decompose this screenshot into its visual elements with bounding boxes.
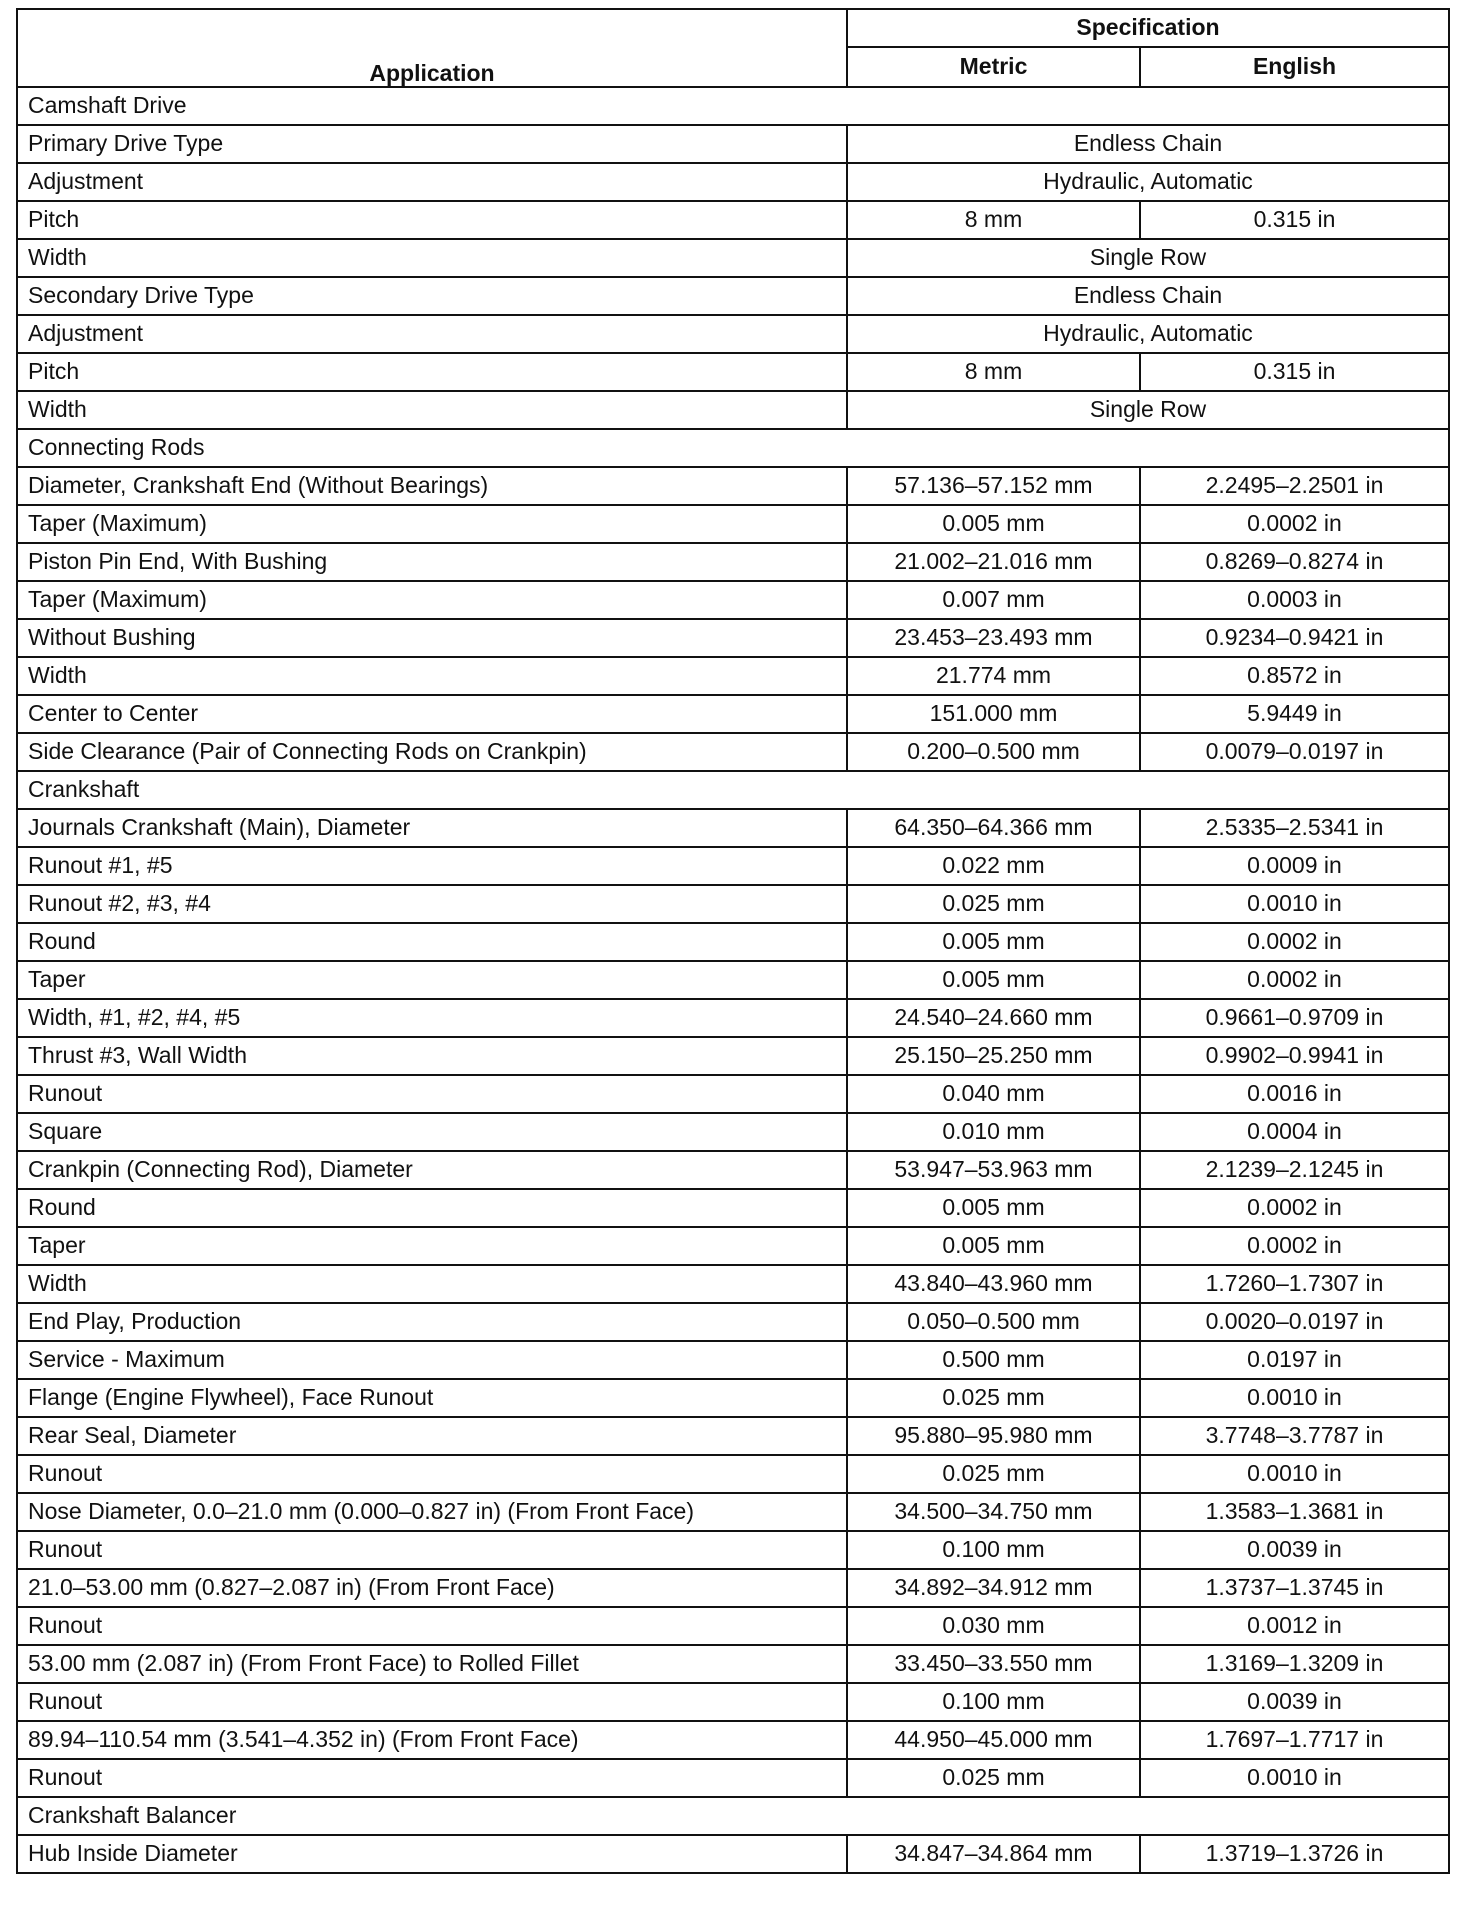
application-cell: Width [17, 1265, 847, 1303]
english-cell: 0.0197 in [1140, 1341, 1449, 1379]
section-title: Camshaft Drive [17, 87, 1449, 125]
metric-cell: 0.100 mm [847, 1683, 1140, 1721]
english-cell: 0.0010 in [1140, 885, 1449, 923]
metric-cell: 0.200–0.500 mm [847, 733, 1140, 771]
header-row-top [17, 9, 1449, 47]
table-row [17, 1151, 1449, 1189]
english-cell: 0.0009 in [1140, 847, 1449, 885]
section-title: Connecting Rods [17, 429, 1449, 467]
table-row [17, 505, 1449, 543]
table-row [17, 277, 1449, 315]
english-cell: 0.8269–0.8274 in [1140, 543, 1449, 581]
english-cell: 0.315 in [1140, 353, 1449, 391]
application-cell: Center to Center [17, 695, 847, 733]
english-cell: 1.7697–1.7717 in [1140, 1721, 1449, 1759]
english-cell: 0.0002 in [1140, 1227, 1449, 1265]
table-row [17, 847, 1449, 885]
table-row [17, 1493, 1449, 1531]
table-header [17, 9, 1449, 87]
table-row [17, 125, 1449, 163]
english-cell: 1.3737–1.3745 in [1140, 1569, 1449, 1607]
table-row [17, 1759, 1449, 1797]
combined-spec-cell: Endless Chain [847, 125, 1449, 163]
metric-cell: 0.022 mm [847, 847, 1140, 885]
application-cell: Nose Diameter, 0.0–21.0 mm (0.000–0.827 in) (From Front Face) [17, 1493, 847, 1531]
application-cell: 53.00 mm (2.087 in) (From Front Face) to Rolled Fillet [17, 1645, 847, 1683]
table-row [17, 1721, 1449, 1759]
metric-cell: 64.350–64.366 mm [847, 809, 1140, 847]
metric-cell: 57.136–57.152 mm [847, 467, 1140, 505]
metric-cell: 33.450–33.550 mm [847, 1645, 1140, 1683]
section-header-row [17, 87, 1449, 125]
english-cell: 2.2495–2.2501 in [1140, 467, 1449, 505]
english-cell: 0.0016 in [1140, 1075, 1449, 1113]
metric-column-header: Metric [847, 47, 1140, 87]
application-cell: Rear Seal, Diameter [17, 1417, 847, 1455]
table-row [17, 1569, 1449, 1607]
english-cell: 5.9449 in [1140, 695, 1449, 733]
application-cell: Diameter, Crankshaft End (Without Bearings) [17, 467, 847, 505]
english-cell: 0.0010 in [1140, 1379, 1449, 1417]
english-cell: 0.0010 in [1140, 1455, 1449, 1493]
table-row [17, 619, 1449, 657]
metric-cell: 0.050–0.500 mm [847, 1303, 1140, 1341]
metric-cell: 0.100 mm [847, 1531, 1140, 1569]
english-cell: 1.3169–1.3209 in [1140, 1645, 1449, 1683]
section-title: Crankshaft [17, 771, 1449, 809]
application-cell: Taper [17, 1227, 847, 1265]
english-cell: 0.0079–0.0197 in [1140, 733, 1449, 771]
table-row [17, 1607, 1449, 1645]
english-cell: 0.0012 in [1140, 1607, 1449, 1645]
application-cell: Taper (Maximum) [17, 581, 847, 619]
english-cell: 0.9234–0.9421 in [1140, 619, 1449, 657]
table-row [17, 1341, 1449, 1379]
english-cell: 0.9902–0.9941 in [1140, 1037, 1449, 1075]
metric-cell: 25.150–25.250 mm [847, 1037, 1140, 1075]
table-row [17, 1075, 1449, 1113]
english-cell: 0.0002 in [1140, 1189, 1449, 1227]
specification-column-header: Specification [847, 9, 1449, 47]
application-cell: 21.0–53.00 mm (0.827–2.087 in) (From Front Face) [17, 1569, 847, 1607]
application-cell: Primary Drive Type [17, 125, 847, 163]
english-cell: 0.0020–0.0197 in [1140, 1303, 1449, 1341]
combined-spec-cell: Single Row [847, 239, 1449, 277]
application-cell: Service - Maximum [17, 1341, 847, 1379]
application-cell: Piston Pin End, With Bushing [17, 543, 847, 581]
combined-spec-cell: Hydraulic, Automatic [847, 163, 1449, 201]
table-row [17, 809, 1449, 847]
english-cell: 1.3719–1.3726 in [1140, 1835, 1449, 1873]
metric-cell: 43.840–43.960 mm [847, 1265, 1140, 1303]
metric-cell: 0.025 mm [847, 1455, 1140, 1493]
metric-cell: 0.005 mm [847, 505, 1140, 543]
english-cell: 0.0004 in [1140, 1113, 1449, 1151]
table-row [17, 999, 1449, 1037]
english-cell: 0.0002 in [1140, 505, 1449, 543]
section-header-row [17, 771, 1449, 809]
combined-spec-cell: Endless Chain [847, 277, 1449, 315]
english-cell: 3.7748–3.7787 in [1140, 1417, 1449, 1455]
table-row [17, 1113, 1449, 1151]
application-cell: Without Bushing [17, 619, 847, 657]
english-column-header: English [1140, 47, 1449, 87]
table-row [17, 695, 1449, 733]
application-cell: Width [17, 391, 847, 429]
metric-cell: 0.030 mm [847, 1607, 1140, 1645]
application-cell: Flange (Engine Flywheel), Face Runout [17, 1379, 847, 1417]
english-cell: 0.0002 in [1140, 923, 1449, 961]
application-cell: Runout [17, 1455, 847, 1493]
table-row [17, 1189, 1449, 1227]
table-row [17, 581, 1449, 619]
table-row [17, 733, 1449, 771]
table-row [17, 1455, 1449, 1493]
application-cell: Runout #2, #3, #4 [17, 885, 847, 923]
table-row [17, 239, 1449, 277]
application-cell: Width, #1, #2, #4, #5 [17, 999, 847, 1037]
application-cell: Crankpin (Connecting Rod), Diameter [17, 1151, 847, 1189]
combined-spec-cell: Hydraulic, Automatic [847, 315, 1449, 353]
application-cell: Width [17, 239, 847, 277]
application-cell: Width [17, 657, 847, 695]
application-cell: Journals Crankshaft (Main), Diameter [17, 809, 847, 847]
application-cell: Secondary Drive Type [17, 277, 847, 315]
application-column-header: Application [17, 9, 847, 87]
table-row [17, 201, 1449, 239]
application-cell: Round [17, 923, 847, 961]
application-cell: Runout [17, 1531, 847, 1569]
table-body [17, 87, 1449, 1873]
table-row [17, 1835, 1449, 1873]
metric-cell: 0.005 mm [847, 961, 1140, 999]
table-row [17, 1303, 1449, 1341]
table-row [17, 1645, 1449, 1683]
english-cell: 0.9661–0.9709 in [1140, 999, 1449, 1037]
application-cell: Runout [17, 1607, 847, 1645]
english-cell: 0.0010 in [1140, 1759, 1449, 1797]
table-row [17, 961, 1449, 999]
metric-cell: 53.947–53.963 mm [847, 1151, 1140, 1189]
metric-cell: 0.025 mm [847, 1379, 1140, 1417]
application-cell: Side Clearance (Pair of Connecting Rods on Crankpin) [17, 733, 847, 771]
metric-cell: 34.847–34.864 mm [847, 1835, 1140, 1873]
application-cell: 89.94–110.54 mm (3.541–4.352 in) (From Front Face) [17, 1721, 847, 1759]
metric-cell: 0.025 mm [847, 1759, 1140, 1797]
metric-cell: 21.002–21.016 mm [847, 543, 1140, 581]
combined-spec-cell: Single Row [847, 391, 1449, 429]
metric-cell: 34.892–34.912 mm [847, 1569, 1140, 1607]
table-row [17, 657, 1449, 695]
metric-cell: 0.025 mm [847, 885, 1140, 923]
table-row [17, 163, 1449, 201]
metric-cell: 8 mm [847, 353, 1140, 391]
application-cell: Runout [17, 1683, 847, 1721]
application-cell: Runout #1, #5 [17, 847, 847, 885]
table-row [17, 1531, 1449, 1569]
english-cell: 0.315 in [1140, 201, 1449, 239]
table-row [17, 543, 1449, 581]
metric-cell: 23.453–23.493 mm [847, 619, 1140, 657]
application-cell: Pitch [17, 353, 847, 391]
english-cell: 0.8572 in [1140, 657, 1449, 695]
table-row [17, 923, 1449, 961]
metric-cell: 34.500–34.750 mm [847, 1493, 1140, 1531]
application-cell: Pitch [17, 201, 847, 239]
table-row [17, 1417, 1449, 1455]
application-cell: Square [17, 1113, 847, 1151]
section-title: Crankshaft Balancer [17, 1797, 1449, 1835]
english-cell: 2.1239–2.1245 in [1140, 1151, 1449, 1189]
english-cell: 0.0039 in [1140, 1531, 1449, 1569]
english-cell: 0.0039 in [1140, 1683, 1449, 1721]
specification-table [16, 8, 1450, 1874]
table-row [17, 391, 1449, 429]
table-row [17, 467, 1449, 505]
metric-cell: 0.005 mm [847, 1227, 1140, 1265]
table-row [17, 1683, 1449, 1721]
english-cell: 0.0003 in [1140, 581, 1449, 619]
metric-cell: 21.774 mm [847, 657, 1140, 695]
section-header-row [17, 429, 1449, 467]
metric-cell: 0.010 mm [847, 1113, 1140, 1151]
table-row [17, 353, 1449, 391]
metric-cell: 0.005 mm [847, 1189, 1140, 1227]
english-cell: 1.7260–1.7307 in [1140, 1265, 1449, 1303]
metric-cell: 8 mm [847, 201, 1140, 239]
metric-cell: 95.880–95.980 mm [847, 1417, 1140, 1455]
application-cell: Thrust #3, Wall Width [17, 1037, 847, 1075]
metric-cell: 0.005 mm [847, 923, 1140, 961]
application-cell: Runout [17, 1759, 847, 1797]
table-row [17, 1265, 1449, 1303]
english-cell: 0.0002 in [1140, 961, 1449, 999]
application-cell: Taper [17, 961, 847, 999]
table-row [17, 1227, 1449, 1265]
table-row [17, 885, 1449, 923]
application-cell: Adjustment [17, 315, 847, 353]
application-cell: End Play, Production [17, 1303, 847, 1341]
application-cell: Taper (Maximum) [17, 505, 847, 543]
application-cell: Round [17, 1189, 847, 1227]
application-cell: Hub Inside Diameter [17, 1835, 847, 1873]
metric-cell: 151.000 mm [847, 695, 1140, 733]
metric-cell: 44.950–45.000 mm [847, 1721, 1140, 1759]
english-cell: 1.3583–1.3681 in [1140, 1493, 1449, 1531]
metric-cell: 0.040 mm [847, 1075, 1140, 1113]
english-cell: 2.5335–2.5341 in [1140, 809, 1449, 847]
table-row [17, 315, 1449, 353]
section-header-row [17, 1797, 1449, 1835]
metric-cell: 0.500 mm [847, 1341, 1140, 1379]
table-row [17, 1037, 1449, 1075]
table-row [17, 1379, 1449, 1417]
application-cell: Runout [17, 1075, 847, 1113]
application-cell: Adjustment [17, 163, 847, 201]
metric-cell: 24.540–24.660 mm [847, 999, 1140, 1037]
metric-cell: 0.007 mm [847, 581, 1140, 619]
